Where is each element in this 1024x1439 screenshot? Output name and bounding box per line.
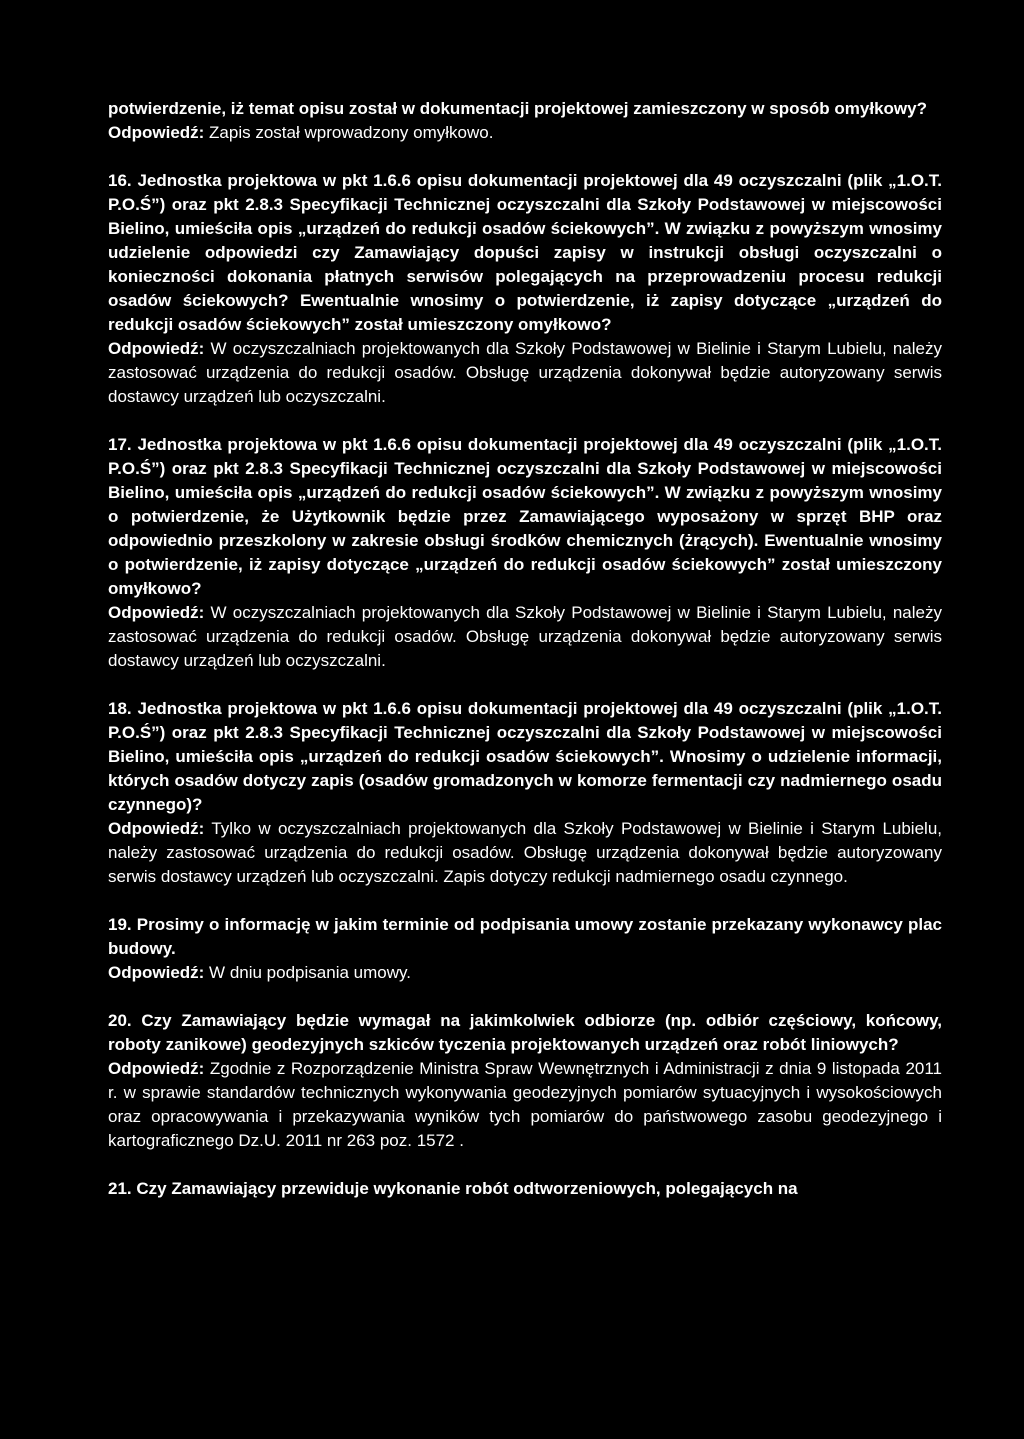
- intro-answer: [108, 121, 942, 145]
- answer-label: Odpowiedź:: [108, 963, 205, 982]
- question-text: Jednostka projektowa w pkt 1.6.6 opisu dokumentacji projektowej dla 49 oczyszczalni (plik „1.O.T. P.O.Ś”) oraz pkt 2.8.3 Specyfikacji Technicznej oczyszczalni dla Szkoły Podstawowej w miejscowości Bielino, umieściła opis „urządzeń do redukcji osadów ściekowych”. Wnosimy o udzielenie informacji, których osadów dotyczy zapis (osadów gromadzonych w komorze fermentacji czy nadmiernego osadu czynnego)?: [108, 699, 942, 814]
- answer-text: Zapis został wprowadzony omyłkowo.: [204, 123, 494, 142]
- question-number: 21.: [108, 1179, 132, 1198]
- answer-label: Odpowiedź:: [108, 1059, 205, 1078]
- question-18: [108, 697, 942, 817]
- answer-text: Zgodnie z Rozporządzenie Ministra Spraw Wewnętrznych i Administracji z dnia 9 listopada 2011 r. w sprawie standardów technicznych wykonywania geodezyjnych pomiarów sytuacyjnych i wysokościowych oraz opracowywania i przekazywania wyników tych pomiarów do państwowego zasobu geodezyjnego i kartograficznego Dz.U. 2011 nr 263 poz. 1572 .: [108, 1059, 942, 1150]
- answer-20: [108, 1057, 942, 1153]
- question-text: Jednostka projektowa w pkt 1.6.6 opisu dokumentacji projektowej dla 49 oczyszczalni (plik „1.O.T. P.O.Ś”) oraz pkt 2.8.3 Specyfikacji Technicznej oczyszczalni dla Szkoły Podstawowej w miejscowości Bielino, umieściła opis „urządzeń do redukcji osadów ściekowych”. W związku z powyższym wnosimy udzielenie odpowiedzi czy Zamawiający dopuści zapisy w instrukcji obsługi oczyszczalni o konieczności dokonania płatnych serwisów polegających na przeprowadzeniu procesu redukcji osadów ściekowych? Ewentualnie wnosimy o potwierdzenie, iż zapisy dotyczące „urządzeń do redukcji osadów ściekowych” został umieszczony omyłkowo?: [108, 171, 942, 334]
- answer-text: W oczyszczalniach projektowanych dla Szkoły Podstawowej w Bielinie i Starym Lubielu, należy zastosować urządzenia do redukcji osadów. Obsługę urządzenia dokonywał będzie autoryzowany serwis dostawcy urządzeń lub oczyszczalni.: [108, 339, 942, 406]
- answer-18: [108, 817, 942, 889]
- question-number: 20.: [108, 1011, 132, 1030]
- answer-text: W oczyszczalniach projektowanych dla Szkoły Podstawowej w Bielinie i Starym Lubielu, należy zastosować urządzenia do redukcji osadów. Obsługę urządzenia dokonywał będzie autoryzowany serwis dostawcy urządzeń lub oczyszczalni.: [108, 603, 942, 670]
- question-16: [108, 169, 942, 337]
- answer-19: [108, 961, 942, 985]
- question-19: [108, 913, 942, 961]
- answer-16: [108, 337, 942, 409]
- document-page: [108, 97, 942, 1201]
- answer-text: Tylko w oczyszczalniach projektowanych dla Szkoły Podstawowej w Bielinie i Starym Lubielu, należy zastosować urządzenia do redukcji osadów. Obsługę urządzenia dokonywał będzie autoryzowany serwis dostawcy urządzeń lub oczyszczalni. Zapis dotyczy redukcji nadmiernego osadu czynnego.: [108, 819, 942, 886]
- question-number: 19.: [108, 915, 132, 934]
- answer-label: Odpowiedź:: [108, 123, 205, 142]
- question-text: Jednostka projektowa w pkt 1.6.6 opisu dokumentacji projektowej dla 49 oczyszczalni (plik „1.O.T. P.O.Ś”) oraz pkt 2.8.3 Specyfikacji Technicznej oczyszczalni dla Szkoły Podstawowej w miejscowości Bielino, umieściła opis „urządzeń do redukcji osadów ściekowych”. W związku z powyższym wnosimy o potwierdzenie, że Użytkownik będzie przez Zamawiającego wyposażony w sprzęt BHP oraz odpowiednio przeszkolony w zakresie obsługi środków chemicznych (żrących). Ewentualnie wnosimy o potwierdzenie, iż zapisy dotyczące „urządzeń do redukcji osadów ściekowych” został umieszczony omyłkowo?: [108, 435, 942, 598]
- question-number: 17.: [108, 435, 132, 454]
- question-number: 18.: [108, 699, 132, 718]
- question-20: [108, 1009, 942, 1057]
- question-text: Czy Zamawiający będzie wymagał na jakimkolwiek odbiorze (np. odbiór częściowy, końcowy, roboty zanikowe) geodezyjnych szkiców tyczenia projektowanych urządzeń oraz robót liniowych?: [108, 1011, 942, 1054]
- question-text: Czy Zamawiający przewiduje wykonanie robót odtworzeniowych, polegających na: [131, 1179, 798, 1198]
- answer-text: W dniu podpisania umowy.: [204, 963, 411, 982]
- answer-label: Odpowiedź:: [108, 819, 205, 838]
- question-17: [108, 433, 942, 601]
- answer-label: Odpowiedź:: [108, 603, 205, 622]
- answer-17: [108, 601, 942, 673]
- intro-question: potwierdzenie, iż temat opisu został w dokumentacji projektowej zamieszczony w sposób omyłkowy?: [108, 99, 927, 118]
- answer-label: Odpowiedź:: [108, 339, 205, 358]
- question-number: 16.: [108, 171, 132, 190]
- question-21: [108, 1177, 942, 1201]
- question-text: Prosimy o informację w jakim terminie od podpisania umowy zostanie przekazany wykonawcy plac budowy.: [108, 915, 942, 958]
